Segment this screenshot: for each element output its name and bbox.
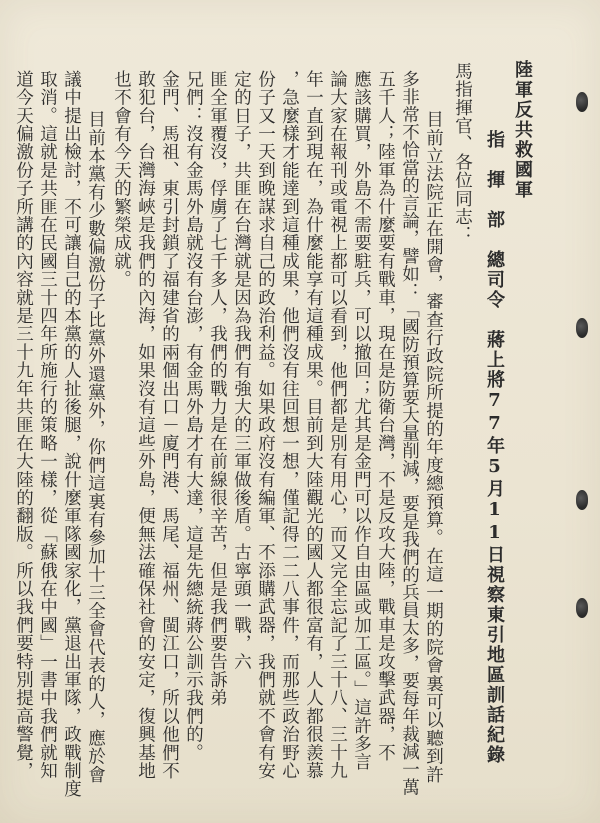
body-column: 論大家在報刊或電視上都可以看到，他們都是別有用心，而又完全忘記了三十八、三十九 [327,70,348,780]
body-column: ，急麼樣才能達到這種成果，他們沒有往回想一想，僅記得二二八事件，而那些政治野心 [279,70,300,780]
body-column: 年一直到現在，為什麼能享有這種成果。目前到大陸觀光的國人都很富有，人人都很羨慕 [303,70,324,780]
body-column: 份子又一天到晚謀求自己的政治利益。如果政府沒有編軍、不添購武器，我們就不會有安 [255,70,276,780]
binding-hole-icon [576,598,588,618]
body-column: 匪全軍覆沒，俘虜了七千多人，我們的戰力是在前線很辛苦，但是我們要告訴弟 [207,70,228,707]
body-column: 也不會有今天的繁榮成就。 [111,70,132,289]
body-column: 定的日子，共匪在台灣就是因為我們有強大的三軍做後盾。古寧頭一戰，六 [231,70,252,671]
body-column: 應該購買，外島不需要駐兵，可以撤回；尤其是金門可以作自由區或加工區。」這許多言 [351,70,372,772]
header-title: 指 揮 部 總司令 蔣上將77年5月11日視察東引地區訓話紀錄 [484,130,505,765]
binding-hole-icon [576,318,588,338]
body-column: 目前本黨有少數偏激份子比黨外還黨外，你們這裏有參加十三全會代表的人，應於會 [85,92,106,784]
body-column: 兄們：沒有金馬外島就沒有台澎，有金馬外島才有大達，這是先總統蔣公訓示我們的。 [183,70,204,762]
body-column: 議中提出檢討，不可讓自己的本黨的人扯後腿，說什麼軍隊國家化，黨退出軍隊，政戰制度 [61,70,82,798]
binding-hole-icon [576,92,588,112]
body-column: 敢犯台，台灣海峽是我們的內海，如果沒有這些外島，便無法確保社會的安定，復興基地 [135,70,156,780]
binding-hole-icon [576,490,588,510]
body-column: 道今天偏激份子所講的內容就是三十九年共匪在大陸的翻版。所以我們要特別提高警覺， [13,70,34,780]
header-organization: 陸軍反共救國軍 [512,60,533,200]
body-column: 金門、馬祖、東引封鎖了福建省的兩個出口－廈門港、馬尾、福州、閩江口，所以他們不 [159,70,180,780]
body-column: 取消。這就是共匪在民國三十四年所施行的策略一樣，從「蘇俄在中國」一書中我們就知 [37,70,58,780]
body-column: 目前立法院正在開會，審查行政院所提的年度總預算。在這一期的院會裏可以聽到許 [423,92,444,784]
body-column: 多非常不恰當的言論，譬如：「國防預算要大量削減，要是我們的兵員太多，要每年裁減一萬 [399,70,420,796]
body-column: 五千人；陸軍為什麼要有戰車，現在是防衛台灣，不是反攻大陸，戰車是攻擊武器，不 [375,70,396,762]
salutation: 馬指揮官、各位同志： [452,62,473,244]
